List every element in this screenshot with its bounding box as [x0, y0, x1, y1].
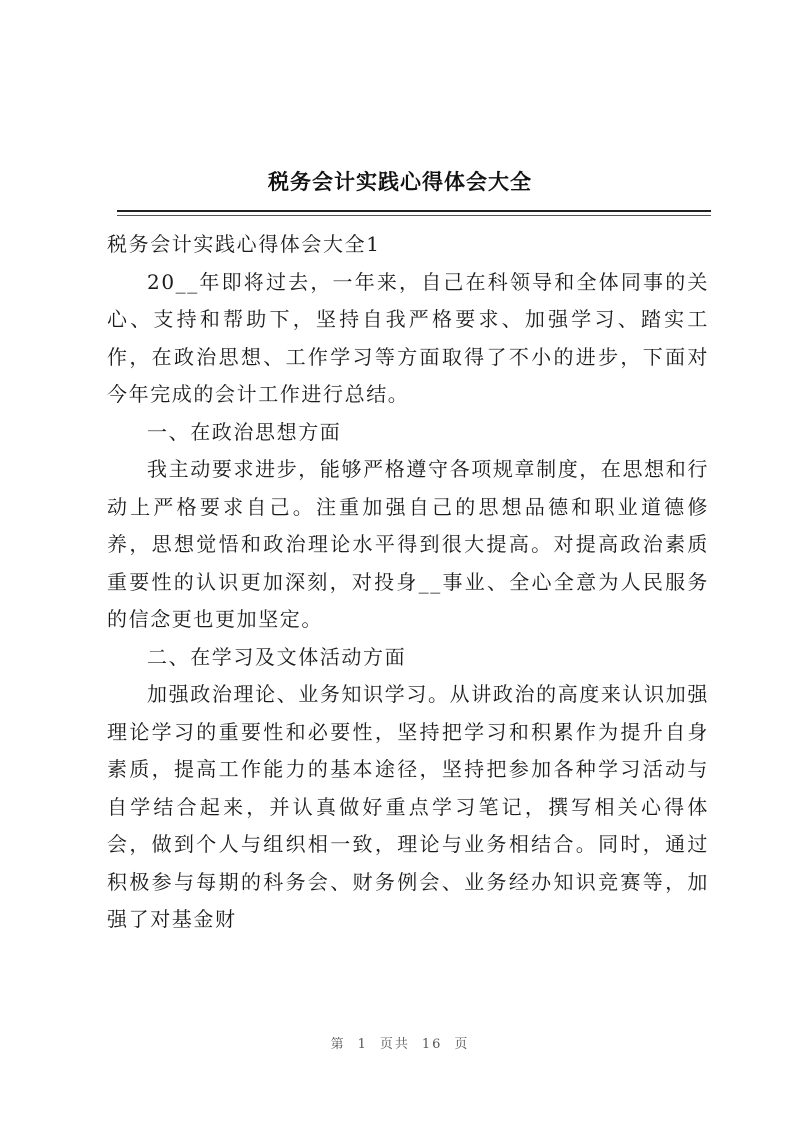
footer-current-page: 1: [357, 1037, 368, 1052]
section-heading-1: 税务会计实践心得体会大全1: [107, 232, 381, 256]
paragraph-political: 我主动要求进步，能够严格遵守各项规章制度，在思想和行动上严格要求自己。注重加强自己的思想品德和职业道德修养，思想觉悟和政治理论水平得到很大提高。对提高政治素质重要性的认识更加深刻，对投身__事业、全心全意为人民服务的信念更也更加坚定。: [107, 457, 709, 631]
subheading-study: 二、在学习及文体活动方面: [147, 644, 407, 669]
footer-suffix: 页: [454, 1037, 470, 1052]
subheading-political: 一、在政治思想方面: [147, 419, 342, 444]
page-footer: [0, 1033, 800, 1052]
footer-prefix: 第: [330, 1037, 346, 1052]
paragraph-intro: 20__年即将过去，一年来，自己在科领导和全体同事的关心、支持和帮助下，坚持自我严格要求、加强学习、踏实工作，在政治思想、工作学习等方面取得了不小的进步，下面对今年完成的会计工作进行总结。: [107, 269, 709, 406]
title-underline-thin: [117, 215, 711, 216]
title-underline-thick: [117, 210, 711, 212]
document-body: [107, 226, 709, 939]
paragraph-study: 加强政治理论、业务知识学习。从讲政治的高度来认识加强理论学习的重要性和必要性，坚持把学习和积累作为提升自身素质，提高工作能力的基本途径，坚持把参加各种学习活动与自学结合起来，并认真做好重点学习笔记，撰写相关心得体会，做到个人与组织相一致，理论与业务相结合。同时，通过积极参与每期的科务会、财务例会、业务经办知识竞赛等，加强了对基金财: [107, 682, 709, 931]
footer-total-pages: 16: [421, 1037, 443, 1052]
document-title: 税务会计实践心得体会大全: [268, 170, 532, 194]
footer-middle: 页共: [379, 1037, 410, 1052]
